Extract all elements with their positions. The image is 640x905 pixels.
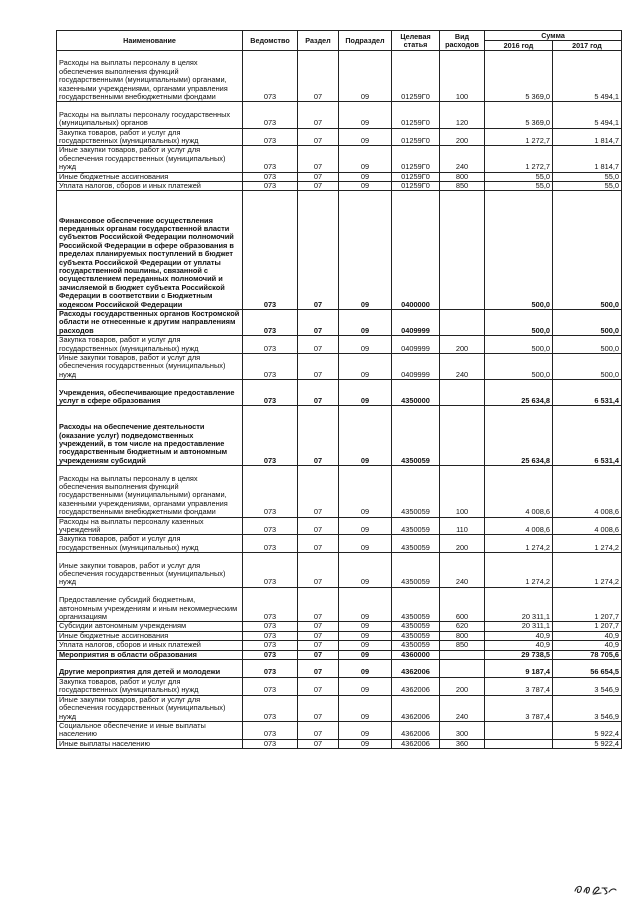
row-sum-2017: 6 531,4	[553, 406, 622, 466]
row-vedomstvo: 073	[243, 102, 298, 128]
row-sum-2017: 3 546,9	[553, 695, 622, 721]
row-sum-2017: 1 814,7	[553, 128, 622, 146]
row-sum-2016: 25 634,8	[485, 380, 553, 406]
row-podrazdel: 09	[339, 182, 392, 191]
row-expense-type: 200	[440, 535, 485, 553]
row-razdel: 07	[298, 631, 339, 640]
row-sum-2016: 4 008,6	[485, 517, 553, 535]
row-name: Расходы на выплаты персоналу казенных учреждений	[57, 517, 243, 535]
row-name: Иные бюджетные ассигнования	[57, 631, 243, 640]
row-razdel: 07	[298, 128, 339, 146]
row-expense-type: 200	[440, 336, 485, 354]
row-razdel: 07	[298, 650, 339, 659]
table-row	[57, 721, 622, 739]
row-expense-type: 850	[440, 182, 485, 191]
row-podrazdel: 09	[339, 650, 392, 659]
row-name: Социальное обеспечение и иные выплаты населению	[57, 721, 243, 739]
row-razdel: 07	[298, 380, 339, 406]
row-razdel: 07	[298, 553, 339, 588]
header-razdel: Раздел	[298, 31, 339, 51]
header-vedomstvo: Ведомство	[243, 31, 298, 51]
row-vedomstvo: 073	[243, 587, 298, 622]
row-target-article: 4362006	[392, 739, 440, 748]
row-razdel: 07	[298, 517, 339, 535]
table-row	[57, 517, 622, 535]
row-sum-2017: 5 922,4	[553, 721, 622, 739]
row-vedomstvo: 073	[243, 182, 298, 191]
row-razdel: 07	[298, 660, 339, 678]
row-sum-2017: 500,0	[553, 310, 622, 336]
row-target-article: 4350059	[392, 535, 440, 553]
row-podrazdel: 09	[339, 739, 392, 748]
row-podrazdel: 09	[339, 406, 392, 466]
row-target-article: 0409999	[392, 354, 440, 380]
row-podrazdel: 09	[339, 191, 392, 310]
row-podrazdel: 09	[339, 677, 392, 695]
row-expense-type: 200	[440, 128, 485, 146]
row-podrazdel: 09	[339, 641, 392, 650]
row-vedomstvo: 073	[243, 660, 298, 678]
row-vedomstvo: 073	[243, 553, 298, 588]
row-razdel: 07	[298, 146, 339, 172]
table-row	[57, 102, 622, 128]
row-razdel: 07	[298, 172, 339, 181]
table-row	[57, 535, 622, 553]
row-sum-2017: 1 274,2	[553, 535, 622, 553]
row-target-article: 01259Г0	[392, 102, 440, 128]
row-razdel: 07	[298, 677, 339, 695]
row-sum-2016: 1 274,2	[485, 535, 553, 553]
row-razdel: 07	[298, 739, 339, 748]
row-target-article: 4350000	[392, 380, 440, 406]
table-row	[57, 336, 622, 354]
table-row	[57, 660, 622, 678]
row-vedomstvo: 073	[243, 677, 298, 695]
row-podrazdel: 09	[339, 354, 392, 380]
row-podrazdel: 09	[339, 553, 392, 588]
row-sum-2016: 4 008,6	[485, 466, 553, 517]
row-expense-type: 100	[440, 466, 485, 517]
row-razdel: 07	[298, 102, 339, 128]
row-vedomstvo: 073	[243, 354, 298, 380]
row-name: Расходы на обеспечение деятельности (оказание услуг) подведомственных учреждений, в том числе на предоставление государственным бюджетным и автономным учреждениям субсидий	[57, 406, 243, 466]
row-name: Расходы на выплаты персоналу в целях обеспечения выполнения функций государственными (муниципальными) органами, казенными учреждениями, органами управления государственными внебюджетными фондами	[57, 51, 243, 102]
row-sum-2016: 3 787,4	[485, 695, 553, 721]
row-sum-2016	[485, 721, 553, 739]
row-name: Закупка товаров, работ и услуг для государственных (муниципальных) нужд	[57, 336, 243, 354]
table-row	[57, 310, 622, 336]
row-vedomstvo: 073	[243, 650, 298, 659]
table-row	[57, 739, 622, 748]
table-row	[57, 650, 622, 659]
row-sum-2017: 500,0	[553, 336, 622, 354]
row-name: Закупка товаров, работ и услуг для государственных (муниципальных) нужд	[57, 535, 243, 553]
row-expense-type	[440, 406, 485, 466]
row-podrazdel: 09	[339, 660, 392, 678]
row-expense-type: 600	[440, 587, 485, 622]
row-vedomstvo: 073	[243, 51, 298, 102]
row-podrazdel: 09	[339, 535, 392, 553]
row-name: Иные бюджетные ассигнования	[57, 172, 243, 181]
row-razdel: 07	[298, 466, 339, 517]
row-sum-2016: 55,0	[485, 172, 553, 181]
row-sum-2016	[485, 739, 553, 748]
row-sum-2017: 40,9	[553, 641, 622, 650]
row-name: Иные закупки товаров, работ и услуг для обеспечения государственных (муниципальных) нужд	[57, 695, 243, 721]
row-vedomstvo: 073	[243, 695, 298, 721]
row-sum-2017: 1 207,7	[553, 622, 622, 631]
row-expense-type: 850	[440, 641, 485, 650]
row-target-article: 01259Г0	[392, 182, 440, 191]
row-podrazdel: 09	[339, 587, 392, 622]
row-expense-type	[440, 660, 485, 678]
row-vedomstvo: 073	[243, 739, 298, 748]
row-sum-2016: 5 369,0	[485, 51, 553, 102]
row-expense-type: 800	[440, 172, 485, 181]
table-row	[57, 191, 622, 310]
row-name: Иные выплаты населению	[57, 739, 243, 748]
row-razdel: 07	[298, 641, 339, 650]
row-vedomstvo: 073	[243, 172, 298, 181]
table-row	[57, 146, 622, 172]
row-target-article: 01259Г0	[392, 128, 440, 146]
row-expense-type	[440, 191, 485, 310]
row-target-article: 0409999	[392, 336, 440, 354]
row-target-article: 4350059	[392, 517, 440, 535]
row-vedomstvo: 073	[243, 336, 298, 354]
row-sum-2016: 1 274,2	[485, 553, 553, 588]
table-row	[57, 587, 622, 622]
row-expense-type: 300	[440, 721, 485, 739]
table-body	[57, 51, 622, 749]
row-sum-2016: 500,0	[485, 336, 553, 354]
header-expense-type: Вид расходов	[440, 31, 485, 51]
row-razdel: 07	[298, 336, 339, 354]
row-razdel: 07	[298, 695, 339, 721]
row-sum-2017: 5 494,1	[553, 51, 622, 102]
row-sum-2017: 4 008,6	[553, 466, 622, 517]
row-expense-type: 100	[440, 51, 485, 102]
row-sum-2016: 25 634,8	[485, 406, 553, 466]
row-name: Иные закупки товаров, работ и услуг для обеспечения государственных (муниципальных) нужд	[57, 354, 243, 380]
row-sum-2017: 3 546,9	[553, 677, 622, 695]
row-target-article: 4350059	[392, 631, 440, 640]
table-row	[57, 641, 622, 650]
row-target-article: 4362006	[392, 721, 440, 739]
row-sum-2017: 6 531,4	[553, 380, 622, 406]
row-razdel: 07	[298, 622, 339, 631]
row-sum-2017: 55,0	[553, 182, 622, 191]
row-sum-2016: 40,9	[485, 631, 553, 640]
row-name: Уплата налогов, сборов и иных платежей	[57, 641, 243, 650]
row-razdel: 07	[298, 406, 339, 466]
row-expense-type: 200	[440, 677, 485, 695]
row-vedomstvo: 073	[243, 466, 298, 517]
row-name: Расходы государственных органов Костромской области не отнесенные к другим направлениям расходов	[57, 310, 243, 336]
row-name: Мероприятия в области образования	[57, 650, 243, 659]
row-vedomstvo: 073	[243, 146, 298, 172]
row-razdel: 07	[298, 587, 339, 622]
row-sum-2016: 55,0	[485, 182, 553, 191]
row-name: Иные закупки товаров, работ и услуг для обеспечения государственных (муниципальных) нужд	[57, 146, 243, 172]
header-summa: Сумма	[485, 31, 622, 41]
row-expense-type: 360	[440, 739, 485, 748]
row-sum-2017: 1 207,7	[553, 587, 622, 622]
table-row	[57, 51, 622, 102]
header-name: Наименование	[57, 31, 243, 51]
row-sum-2016: 1 272,7	[485, 146, 553, 172]
row-name: Иные закупки товаров, работ и услуг для обеспечения государственных (муниципальных) нужд	[57, 553, 243, 588]
row-podrazdel: 09	[339, 721, 392, 739]
row-expense-type: 240	[440, 695, 485, 721]
row-sum-2016: 9 187,4	[485, 660, 553, 678]
row-podrazdel: 09	[339, 51, 392, 102]
header-year-2016: 2016 год	[485, 41, 553, 51]
row-name: Финансовое обеспечение осуществления переданных органам государственной власти субъектов Российской Федерации полномочий Российской Федерации в сфере образования в пределах планируемых поступлений в бюджет субъекта Российской Федерации от уплаты государственной пошлины, связанной с осуществлением переданных полномочий и зачисляемой в бюджет субъекта Российской Федерации в соответствии с Бюджетным кодексом Российской Федерации	[57, 191, 243, 310]
row-razdel: 07	[298, 354, 339, 380]
row-sum-2016: 20 311,1	[485, 587, 553, 622]
row-sum-2016: 20 311,1	[485, 622, 553, 631]
row-target-article: 4350059	[392, 466, 440, 517]
row-podrazdel: 09	[339, 631, 392, 640]
row-podrazdel: 09	[339, 128, 392, 146]
row-expense-type: 120	[440, 102, 485, 128]
row-razdel: 07	[298, 191, 339, 310]
row-target-article: 4350059	[392, 587, 440, 622]
row-podrazdel: 09	[339, 695, 392, 721]
row-vedomstvo: 073	[243, 631, 298, 640]
row-podrazdel: 09	[339, 380, 392, 406]
row-sum-2017: 4 008,6	[553, 517, 622, 535]
row-sum-2016: 500,0	[485, 354, 553, 380]
budget-table-container	[56, 30, 621, 749]
table-row	[57, 380, 622, 406]
row-expense-type	[440, 650, 485, 659]
row-name: Закупка товаров, работ и услуг для государственных (муниципальных) нужд	[57, 677, 243, 695]
table-row	[57, 553, 622, 588]
row-podrazdel: 09	[339, 466, 392, 517]
header-podrazdel: Подраздел	[339, 31, 392, 51]
row-expense-type	[440, 310, 485, 336]
row-vedomstvo: 073	[243, 406, 298, 466]
row-razdel: 07	[298, 721, 339, 739]
row-expense-type: 240	[440, 354, 485, 380]
table-row	[57, 128, 622, 146]
row-sum-2016: 29 738,5	[485, 650, 553, 659]
row-sum-2017: 500,0	[553, 191, 622, 310]
row-target-article: 01259Г0	[392, 172, 440, 181]
row-target-article: 4360000	[392, 650, 440, 659]
row-sum-2017: 56 654,5	[553, 660, 622, 678]
row-target-article: 4350059	[392, 622, 440, 631]
table-row	[57, 182, 622, 191]
row-target-article: 0409999	[392, 310, 440, 336]
row-podrazdel: 09	[339, 146, 392, 172]
row-name: Уплата налогов, сборов и иных платежей	[57, 182, 243, 191]
row-podrazdel: 09	[339, 517, 392, 535]
row-sum-2017: 1 274,2	[553, 553, 622, 588]
row-sum-2017: 1 814,7	[553, 146, 622, 172]
row-name: Закупка товаров, работ и услуг для государственных (муниципальных) нужд	[57, 128, 243, 146]
row-podrazdel: 09	[339, 102, 392, 128]
row-name: Расходы на выплаты персоналу в целях обеспечения выполнения функций государственными (муниципальными) органами, казенными учреждениями, органами управления государственными внебюджетными фондами	[57, 466, 243, 517]
row-name: Предоставление субсидий бюджетным, автономным учреждениям и иным некоммерческим организациям	[57, 587, 243, 622]
budget-table	[56, 30, 622, 749]
row-target-article: 0400000	[392, 191, 440, 310]
row-sum-2017: 5 494,1	[553, 102, 622, 128]
row-expense-type: 110	[440, 517, 485, 535]
row-podrazdel: 09	[339, 172, 392, 181]
row-target-article: 01259Г0	[392, 146, 440, 172]
row-sum-2016: 500,0	[485, 310, 553, 336]
row-razdel: 07	[298, 535, 339, 553]
row-razdel: 07	[298, 310, 339, 336]
row-vedomstvo: 073	[243, 310, 298, 336]
row-name: Другие мероприятия для детей и молодежи	[57, 660, 243, 678]
row-target-article: 4362006	[392, 677, 440, 695]
row-name: Расходы на выплаты персоналу государственных (муниципальных) органов	[57, 102, 243, 128]
row-name: Учреждения, обеспечивающие предоставление услуг в сфере образования	[57, 380, 243, 406]
table-row	[57, 466, 622, 517]
row-sum-2016: 40,9	[485, 641, 553, 650]
table-row	[57, 354, 622, 380]
row-vedomstvo: 073	[243, 721, 298, 739]
row-target-article: 4350059	[392, 406, 440, 466]
row-vedomstvo: 073	[243, 641, 298, 650]
handwritten-page-mark	[572, 880, 618, 896]
table-row	[57, 677, 622, 695]
row-sum-2017: 78 705,6	[553, 650, 622, 659]
row-podrazdel: 09	[339, 336, 392, 354]
header-target-article: Целевая статья	[392, 31, 440, 51]
table-row	[57, 695, 622, 721]
row-expense-type	[440, 380, 485, 406]
row-vedomstvo: 073	[243, 517, 298, 535]
row-target-article: 4362006	[392, 660, 440, 678]
row-razdel: 07	[298, 182, 339, 191]
row-name: Субсидии автономным учреждениям	[57, 622, 243, 631]
row-podrazdel: 09	[339, 310, 392, 336]
row-expense-type: 800	[440, 631, 485, 640]
row-podrazdel: 09	[339, 622, 392, 631]
row-sum-2016: 5 369,0	[485, 102, 553, 128]
row-sum-2017: 55,0	[553, 172, 622, 181]
row-expense-type: 240	[440, 553, 485, 588]
table-row	[57, 622, 622, 631]
row-sum-2017: 500,0	[553, 354, 622, 380]
row-sum-2017: 5 922,4	[553, 739, 622, 748]
row-vedomstvo: 073	[243, 128, 298, 146]
row-target-article: 4350059	[392, 553, 440, 588]
table-row	[57, 406, 622, 466]
row-sum-2016: 500,0	[485, 191, 553, 310]
row-razdel: 07	[298, 51, 339, 102]
row-expense-type: 240	[440, 146, 485, 172]
row-target-article: 01259Г0	[392, 51, 440, 102]
row-vedomstvo: 073	[243, 380, 298, 406]
row-target-article: 4362006	[392, 695, 440, 721]
row-vedomstvo: 073	[243, 535, 298, 553]
row-vedomstvo: 073	[243, 622, 298, 631]
row-sum-2017: 40,9	[553, 631, 622, 640]
row-target-article: 4350059	[392, 641, 440, 650]
header-year-2017: 2017 год	[553, 41, 622, 51]
row-sum-2016: 1 272,7	[485, 128, 553, 146]
row-sum-2016: 3 787,4	[485, 677, 553, 695]
row-vedomstvo: 073	[243, 191, 298, 310]
row-expense-type: 620	[440, 622, 485, 631]
